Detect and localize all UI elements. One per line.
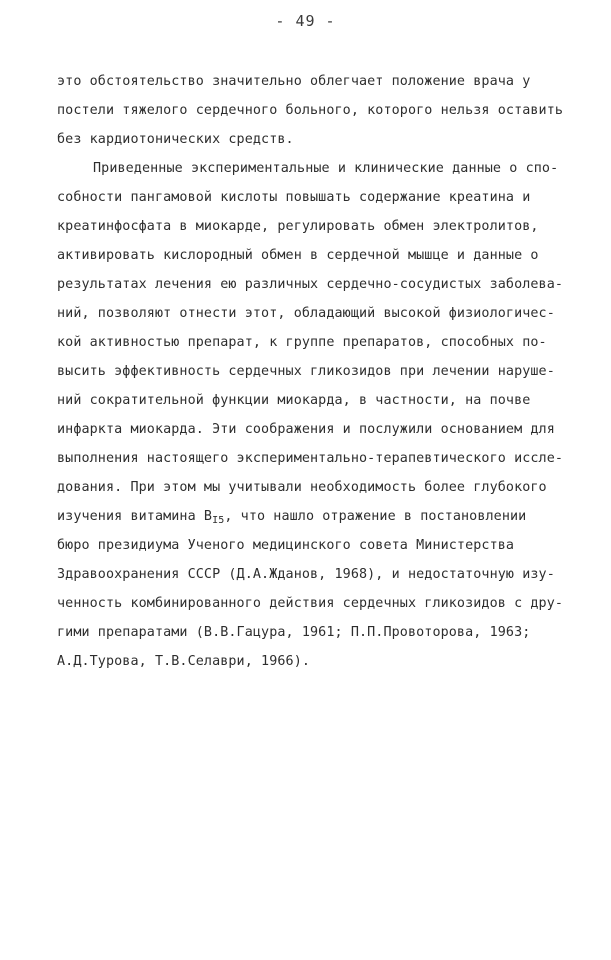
vitamin-text-before: изучения витамина B bbox=[57, 509, 213, 524]
text-line: постели тяжелого сердечного больного, которого нельзя оставить bbox=[57, 103, 564, 118]
text-line: выполнения настоящего экспериментально-терапевтического иссле- bbox=[57, 451, 564, 466]
vitamin-text-after: , что нашло отражение в постановлении bbox=[224, 509, 527, 524]
text-line: креатинфосфата в миокарде, регулировать обмен электролитов, bbox=[57, 219, 539, 234]
vitamin-text-line bbox=[57, 502, 577, 531]
text-line: собности пангамовой кислоты повышать содержание креатина и bbox=[57, 190, 531, 205]
text-line: кой активностью препарат, к группе препаратов, способных по- bbox=[57, 335, 547, 350]
text-line: ний, позволяют отнести этот, обладающий высокой физиологичес- bbox=[57, 306, 555, 321]
text-line: Здравоохранения СССР (Д.А.Жданов, 1968), и недостаточную изу- bbox=[57, 567, 555, 582]
text-line: бюро президиума Ученого медицинского совета Министерства bbox=[57, 538, 515, 553]
body-text bbox=[57, 67, 577, 676]
text-line: гими препаратами (В.В.Гацура, 1961; П.П.Провоторова, 1963; bbox=[57, 625, 531, 640]
text-line: активировать кислородный обмен в сердечной мышце и данные о bbox=[57, 248, 539, 263]
text-line: дования. При этом мы учитывали необходимость более глубокого bbox=[57, 480, 547, 495]
vitamin-subscript: I5 bbox=[212, 515, 225, 526]
text-line: высить эффективность сердечных гликозидов при лечении наруше- bbox=[57, 364, 555, 379]
text-line: ченность комбинированного действия сердечных гликозидов с дру- bbox=[57, 596, 564, 611]
paragraph-first-line: Приведенные экспериментальные и клинические данные о спо- bbox=[93, 161, 559, 176]
text-line: А.Д.Турова, Т.В.Селаври, 1966). bbox=[57, 654, 311, 669]
text-line: это обстоятельство значительно облегчает положение врача у bbox=[57, 74, 531, 89]
page-number: - 49 - bbox=[275, 12, 336, 30]
text-line: ний сократительной функции миокарда, в частности, на почве bbox=[57, 393, 531, 408]
text-line: без кардиотонических средств. bbox=[57, 132, 294, 147]
text-line: результатах лечения ею различных сердечно-сосудистых заболева- bbox=[57, 277, 564, 292]
text-line: инфаркта миокарда. Эти соображения и послужили основанием для bbox=[57, 422, 555, 437]
